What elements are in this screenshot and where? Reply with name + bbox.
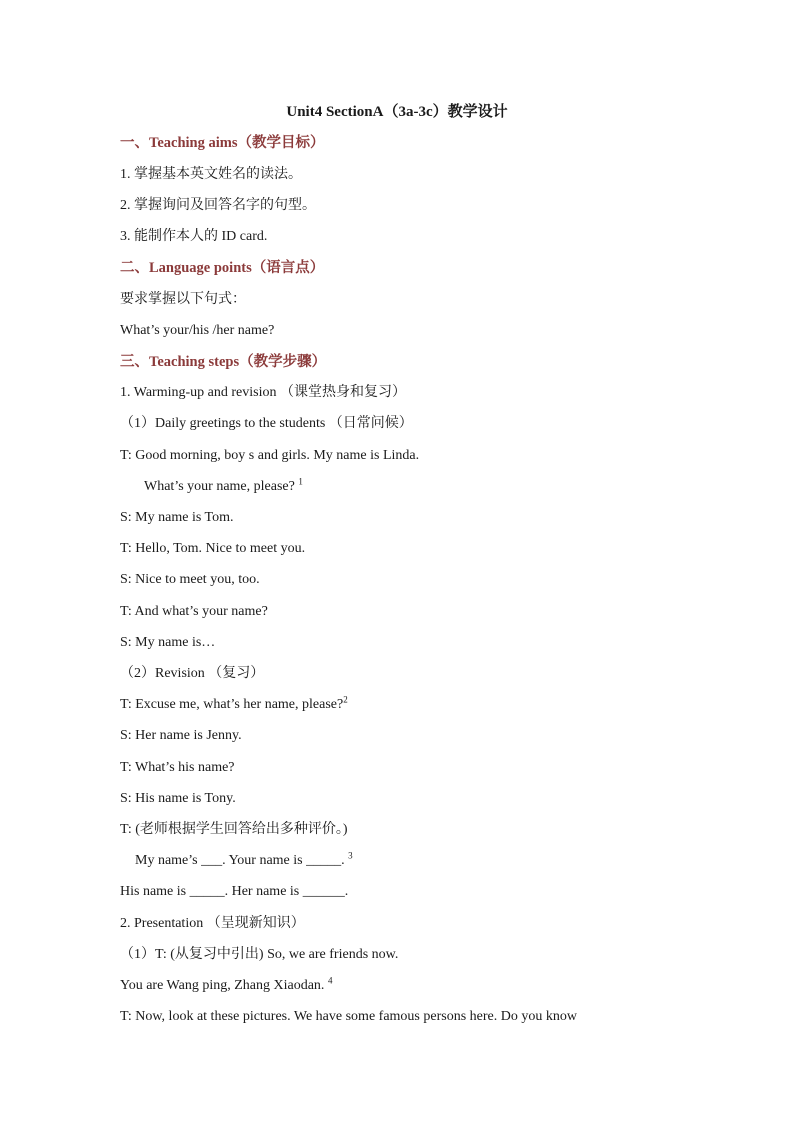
dialogue-line: T: Good morning, boy s and girls. My name is Linda. bbox=[120, 448, 420, 463]
presentation-line: （1）T: (从复习中引出) So, we are friends now. bbox=[120, 947, 399, 962]
dialogue-line: S: Her name is Jenny. bbox=[120, 728, 242, 743]
dialogue-line: S: My name is Tom. bbox=[120, 510, 234, 525]
dialogue-line: T: Hello, Tom. Nice to meet you. bbox=[120, 541, 306, 556]
dialogue-line: His name is _____. Her name is ______. bbox=[120, 884, 349, 899]
presentation-line: T: Now, look at these pictures. We have some famous persons here. Do you know bbox=[120, 1009, 577, 1024]
document-title: Unit4 SectionA（3a-3c）教学设计 bbox=[286, 104, 508, 120]
footnote-marker: 4 bbox=[327, 975, 333, 986]
dialogue-text: T: Excuse me, what’s her name, please? bbox=[120, 697, 344, 712]
section-heading-aims: 一、Teaching aims（教学目标） bbox=[120, 135, 325, 151]
dialogue-line: S: Nice to meet you, too. bbox=[120, 572, 260, 587]
dialogue-line bbox=[144, 478, 303, 496]
dialogue-line: T: And what’s your name? bbox=[120, 604, 268, 619]
step-1-heading: 1. Warming-up and revision （课堂热身和复习） bbox=[120, 385, 406, 400]
language-points-intro: 要求掌握以下句式： bbox=[120, 292, 246, 307]
aim-item-1: 1. 掌握基本英文姓名的读法。 bbox=[120, 167, 302, 182]
dialogue-line: T: (老师根据学生回答给出多种评价。) bbox=[120, 822, 348, 837]
dialogue-text: My name’s ___. Your name is _____. bbox=[135, 853, 345, 868]
dialogue-line: T: What’s his name? bbox=[120, 760, 235, 775]
dialogue-line bbox=[120, 696, 348, 714]
aim-item-2: 2. 掌握询问及回答名字的句型。 bbox=[120, 198, 316, 213]
aim-item-3: 3. 能制作本人的 ID card. bbox=[120, 229, 268, 244]
presentation-line bbox=[120, 977, 332, 995]
dialogue-line bbox=[135, 852, 353, 870]
presentation-text: You are Wang ping, Zhang Xiaodan. bbox=[120, 978, 325, 993]
step-1-sub-1: （1）Daily greetings to the students （日常问候） bbox=[120, 416, 413, 431]
dialogue-line: S: My name is… bbox=[120, 635, 216, 650]
step-2-heading: 2. Presentation （呈现新知识） bbox=[120, 916, 305, 931]
footnote-marker: 2 bbox=[343, 694, 348, 705]
section-heading-language-points: 二、Language points（语言点） bbox=[120, 260, 325, 276]
footnote-marker: 1 bbox=[298, 476, 303, 487]
dialogue-line: S: His name is Tony. bbox=[120, 791, 236, 806]
section-heading-teaching-steps: 三、Teaching steps（教学步骤） bbox=[120, 354, 327, 370]
dialogue-text: What’s your name, please? bbox=[144, 479, 295, 494]
language-points-pattern: What’s your/his /her name? bbox=[120, 323, 275, 338]
footnote-marker: 3 bbox=[348, 850, 353, 861]
step-1-sub-2: （2）Revision （复习） bbox=[120, 666, 265, 681]
